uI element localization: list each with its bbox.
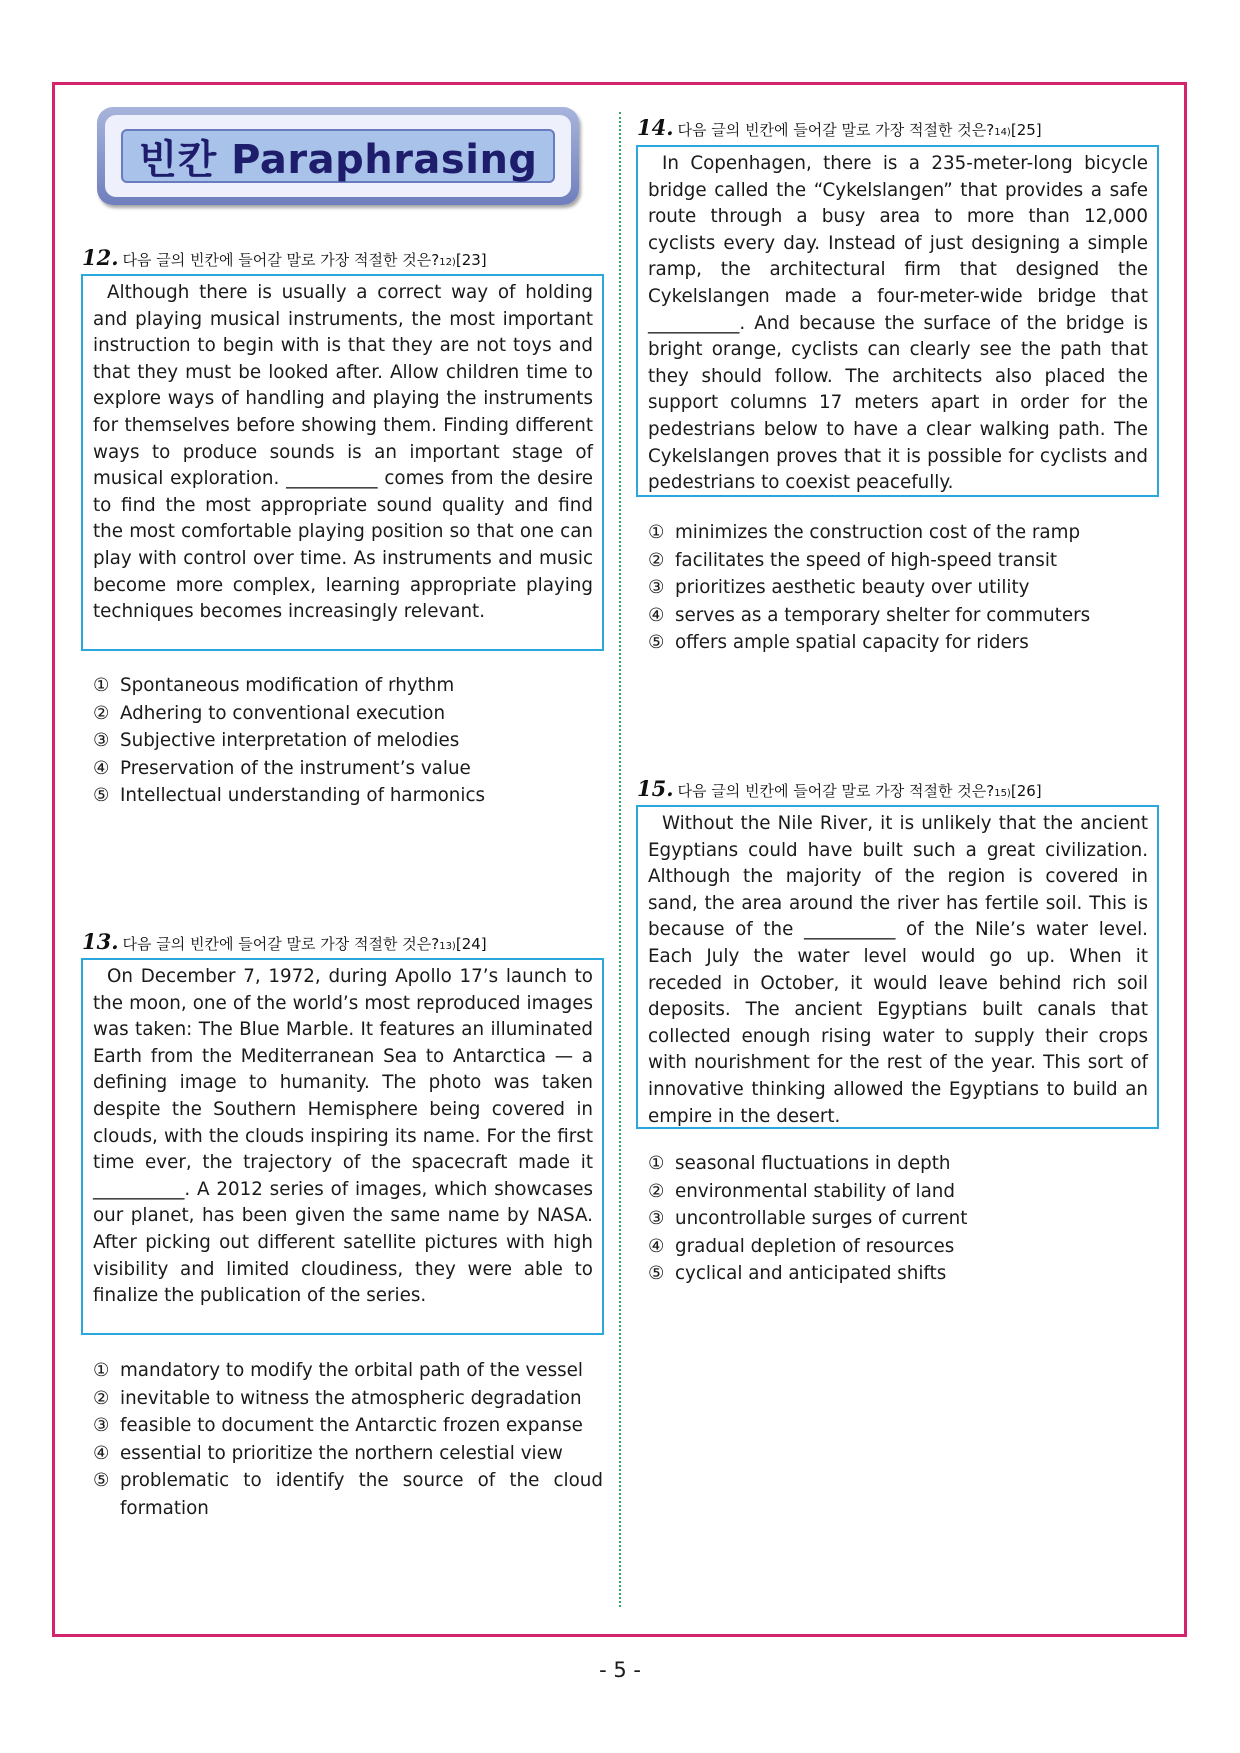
question-number: 14. — [637, 115, 674, 140]
option-number: ② — [648, 1180, 665, 1202]
option-text: serves as a temporary shelter for commuters — [675, 604, 1091, 626]
question-prompt: 다음 글의 빈칸에 들어갈 말로 가장 적절한 것은? — [677, 782, 995, 800]
option-number: ① — [93, 675, 110, 696]
question-prompt: 다음 글의 빈칸에 들어갈 말로 가장 적절한 것은? — [677, 121, 995, 139]
footnote-marker: 12) — [439, 257, 456, 268]
footnote-marker: 13) — [439, 941, 456, 952]
option-number: ② — [93, 702, 110, 724]
question-13-passage — [81, 958, 604, 1335]
section-banner — [97, 107, 579, 205]
option-text: seasonal fluctuations in depth — [675, 1153, 951, 1174]
question-number: 12. — [82, 245, 119, 270]
passage-text: In Copenhagen, there is a 235-meter-long bicycle bridge called the “Cykelslangen” that provides a safe route through a busy area to more than 12,000 cyclists every day. Instead of just designing a simple ramp, the architectural firm that designed the Cykelslangen made a four-meter-wide bridge that __________. And because the surface of the bridge is bright orange, cyclists can clearly see the path that they should follow. The architects also placed the support columns 17 meters apart in order for the pedestrians below to have a clear walking path. The Cykelslangen proves that it is possible for cyclists and pedestrians to coexist peacefully. — [648, 153, 1148, 494]
option-number: ④ — [93, 757, 110, 779]
option-number: ② — [93, 1387, 110, 1409]
option-text: inevitable to witness the atmospheric degradation — [120, 1387, 582, 1409]
question-14-header — [637, 115, 1042, 140]
question-13-options — [93, 1357, 603, 1523]
option-number: ① — [93, 1360, 110, 1381]
option-text: minimizes the construction cost of the ramp — [675, 522, 1081, 543]
option[interactable] — [648, 602, 1158, 630]
option-number: ③ — [648, 577, 665, 599]
option-number: ⑤ — [648, 1263, 665, 1285]
question-prompt: 다음 글의 빈칸에 들어갈 말로 가장 적절한 것은? — [122, 935, 440, 953]
option-number: ④ — [93, 1442, 110, 1464]
question-prompt: 다음 글의 빈칸에 들어갈 말로 가장 적절한 것은? — [122, 251, 440, 269]
option[interactable] — [93, 1467, 603, 1522]
option-text: gradual depletion of resources — [675, 1235, 955, 1257]
question-number: 13. — [82, 929, 119, 954]
question-14-options — [648, 519, 1158, 657]
option-number: ③ — [648, 1208, 665, 1230]
option-text: environmental stability of land — [675, 1180, 955, 1202]
option[interactable] — [648, 1260, 1158, 1288]
option-number: ① — [648, 522, 665, 543]
question-15-passage — [636, 805, 1159, 1129]
column-divider — [619, 112, 621, 1607]
option-number: ③ — [93, 730, 110, 752]
option-text: problematic to identify the source of the cloud formation — [120, 1470, 603, 1519]
question-source: [25] — [1010, 121, 1042, 139]
option-text: feasible to document the Antarctic frozen expanse — [120, 1415, 583, 1437]
footnote-marker: 15) — [994, 788, 1011, 799]
option-number: ⑤ — [93, 785, 110, 807]
option[interactable] — [93, 727, 603, 755]
option-number: ② — [648, 549, 665, 571]
question-source: [23] — [455, 251, 487, 269]
option-text: Intellectual understanding of harmonics — [120, 785, 486, 807]
option[interactable] — [93, 1357, 603, 1385]
question-12-header — [82, 245, 487, 270]
section-title: 빈칸 Paraphrasing — [138, 136, 538, 183]
question-source: [24] — [455, 935, 487, 953]
option-text: uncontrollable surges of current — [675, 1208, 968, 1230]
question-source: [26] — [1010, 782, 1042, 800]
option-text: cyclical and anticipated shifts — [675, 1263, 947, 1285]
option-text: Adhering to conventional execution — [120, 702, 446, 724]
option-text: mandatory to modify the orbital path of the vessel — [120, 1360, 584, 1381]
option[interactable] — [93, 672, 603, 700]
option-text: Spontaneous modification of rhythm — [120, 675, 455, 696]
option[interactable] — [648, 1205, 1158, 1233]
question-12-options — [93, 672, 603, 810]
question-14-passage — [636, 145, 1159, 497]
passage-text: Without the Nile River, it is unlikely that the ancient Egyptians could have built such a great civilization. Although the majority of the region is covered in sand, the area around the river has fertile soil. This is because of the __________ of the Nile’s water level. Each July the water level would go up. When it receded in October, it would leave behind rich soil deposits. The ancient Egyptians built canals that collected enough rising water to supply their crops with nourishment for the rest of the year. This sort of innovative thinking allowed the Egyptians to build an empire in the desert. — [648, 813, 1148, 1127]
passage-text: On December 7, 1972, during Apollo 17’s launch to the moon, one of the world’s most reproduced images was taken: The Blue Marble. It features an illuminated Earth from the Mediterranean Sea to Antarctica — a defining image to humanity. The photo was taken despite the Southern Hemisphere being covered in clouds, with the clouds inspiring its name. For the first time ever, the trajectory of the spacecraft made it __________. A 2012 series of images, which showcases our planet, has been given the same name by NASA. After picking out different satellite pictures with high visibility and limited cloudiness, they were able to finalize the publication of the series. — [93, 966, 593, 1307]
option-text: offers ample spatial capacity for riders — [675, 632, 1029, 654]
option-text: essential to prioritize the northern celestial view — [120, 1442, 563, 1464]
option[interactable] — [648, 629, 1158, 657]
option-number: ③ — [93, 1415, 110, 1437]
footnote-marker: 14) — [994, 127, 1011, 138]
question-12-passage — [81, 274, 604, 651]
question-15-options — [648, 1150, 1158, 1288]
option-number: ⑤ — [93, 1470, 110, 1492]
option[interactable] — [648, 1233, 1158, 1261]
option[interactable] — [93, 700, 603, 728]
option[interactable] — [93, 782, 603, 810]
option-number: ④ — [648, 604, 665, 626]
option-text: Subjective interpretation of melodies — [120, 730, 460, 752]
option-text: Preservation of the instrument’s value — [120, 757, 471, 779]
option[interactable] — [93, 1385, 603, 1413]
question-15-header — [637, 776, 1042, 801]
option[interactable] — [648, 574, 1158, 602]
option-number: ④ — [648, 1235, 665, 1257]
option[interactable] — [93, 1440, 603, 1468]
passage-text: Although there is usually a correct way of holding and playing musical instruments, the most important instruction to begin with is that they are not toys and that they must be looked after. Allow children time to explore ways of handling and playing the instruments for themselves before showing them. Finding different ways to produce sounds is an important stage of musical exploration. __________ comes from the desire to find the most appropriate sound quality and find the most comfortable playing position so that one can play with control over time. As instruments and music become more complex, learning appropriate playing techniques becomes increasingly relevant. — [93, 282, 593, 623]
option[interactable] — [648, 1178, 1158, 1206]
option-number: ⑤ — [648, 632, 665, 654]
option[interactable] — [648, 547, 1158, 575]
option-number: ① — [648, 1153, 665, 1174]
option[interactable] — [648, 519, 1158, 547]
option[interactable] — [93, 1412, 603, 1440]
question-13-header — [82, 929, 487, 954]
page-number: - 5 - — [599, 1658, 641, 1682]
question-number: 15. — [637, 776, 674, 801]
option-text: prioritizes aesthetic beauty over utility — [675, 577, 1030, 599]
option[interactable] — [93, 755, 603, 783]
option-text: facilitates the speed of high-speed transit — [675, 549, 1058, 571]
option[interactable] — [648, 1150, 1158, 1178]
